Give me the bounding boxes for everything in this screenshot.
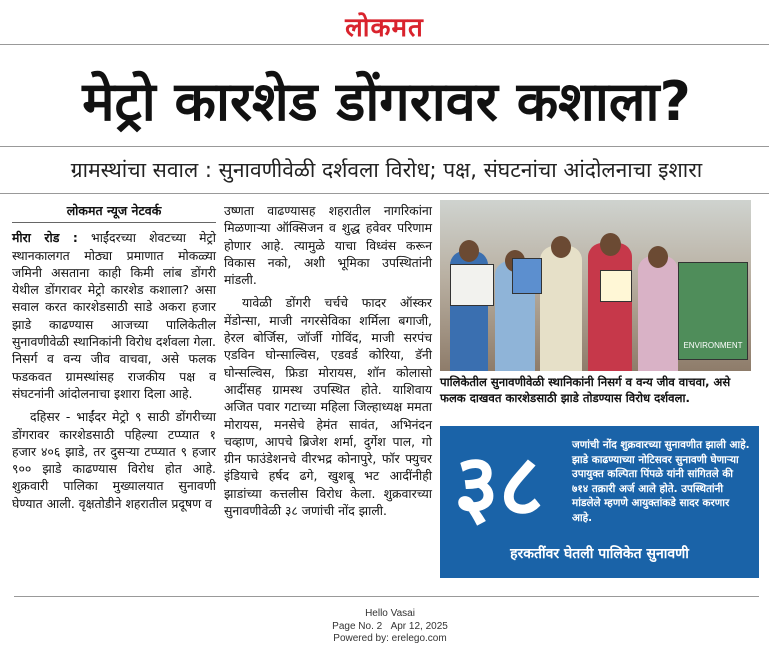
page-number: Page No. 2 [332, 620, 383, 632]
article-column-2 [224, 202, 432, 519]
protest-sign [512, 258, 542, 294]
photo-person [588, 243, 632, 371]
newspaper-logo: लोकमत [345, 13, 424, 43]
photo-person-head [648, 246, 668, 268]
protest-sign [600, 270, 632, 302]
article-column-1 [12, 202, 216, 512]
headline-divider [0, 146, 769, 147]
info-box-footer: हरकतींवर घेतली पालिकेत सुनावणी [510, 546, 689, 562]
source-credit [290, 608, 490, 646]
powered-by: Powered by: erelego.com [333, 633, 447, 644]
footer-divider [14, 596, 759, 597]
photo-caption: पालिकेतील सुनावणीवेळी स्थानिकांनी निसर्ग व वन्य जीव वाचवा, असे फलक दाखवत कारशेडसाठी झाडे तोडण्यास विरोध दर्शवला. [440, 375, 731, 405]
headline: मेट्रो कारशेड डोंगरावर कशाला? [82, 70, 691, 133]
environment-sign: ENVIRONMENT [678, 262, 748, 360]
subheadline: ग्रामस्थांचा सवाल : सुनावणीवेळी दर्शवला विरोध; पक्ष, संघटनांचा आंदोलनाचा इशारा [70, 158, 703, 182]
paragraph-2: दहिसर - भाईंदर मेट्रो ९ साठी डोंगरीच्या डोंगरावर कारशेडसाठी पहिल्या टप्प्यात १ हजार ४०६ झाडे, तर दुसऱ्या टप्प्यात ९ हजार ९०० झाडे काढण्यास विरोध होत आहे. शुक्रवारी पालिका मुख्यालयात सुनावणी घेण्यात आली. वृक्षतोडीने शहरातील प्रदूषण व [12, 409, 216, 511]
byline: लोकमत न्यूज नेटवर्क [12, 202, 216, 223]
photo-person-head [600, 233, 621, 256]
publication-date: Apr 12, 2025 [390, 620, 448, 632]
paragraph-1: मीरा रोड : भाईंदरच्या शेवटच्या मेट्रो स्थानकालगत मोठ्या प्रमाणात मोकळ्या जमिनी असताना काही किमी लांब डोंगरी येथील डोंगरावर मेट्रो कारशेड कशाला? असा सवाल करत कारशेडसाठी साडे अकरा हजार झाडे काढण्यास आजच्या पालिकेतील सुनावणीवेळी स्थानिकांनी विरोध दर्शवला गेला. निसर्ग व वन्य जीव वाचवा, असे फलक फडकवत ग्रामस्थांसह राजकीय पक्ष व संघटनांनी आंदोलनाचा इशारा दिला आहे. [12, 230, 216, 401]
paragraph-4: यावेळी डोंगरी चर्चचे फादर ऑस्कर मेंडोन्सा, माजी नगरसेविका शर्मिला बगाजी, हेरल बोर्जिस, जॉर्जी गोविंद, माजी सरपंच एडविन घोन्साल्विस, एडवर्ड कोरिया, डॅनी घोन्सल्विस, फ्रिडा मोरायस, शॉन कोलासो आदींसह ग्रामस्थ उपस्थित होते. याशिवाय अजित पवार गटाच्या महिला जिल्हाध्यक्ष ममता मोरायस, मनसेचे हेमंत सावंत, अभिनंदन चव्हाण, आपचे ब्रिजेश शर्मा, दुर्गेश पाल, गो ग्रीन फाउंडेशनचे वीरभद्र कोनापुरे, फॉर फ्युचर इंडियाचे हर्षद ढगे, खुशबू भट आदींनीही झाडांच्या कत्तलीस विरोध केला. शुक्रवारच्या सुनावणीवेळी ३८ जणांची नोंद झाली. [224, 295, 432, 519]
info-box-number: ३८ [454, 436, 544, 536]
masthead [0, 0, 769, 44]
photo-person-head [551, 236, 571, 258]
photo-person [540, 246, 582, 371]
photo-person [638, 256, 678, 371]
photo-person-head [459, 240, 479, 262]
dateline: मीरा रोड : [12, 230, 78, 246]
info-box [440, 426, 759, 578]
protest-photo [440, 200, 751, 371]
masthead-divider [0, 44, 769, 45]
subheadline-divider [0, 193, 769, 194]
publication-name: Hello Vasai [365, 608, 415, 619]
protest-sign [450, 264, 494, 306]
info-box-text: जणांची नोंद शुक्रवारच्या सुनावणीत झाली आहे. झाडे काढण्याच्या नोटिसवर सुनावणी घेणाऱ्या उपायुक्त कल्पिता पिंपळे यांनी सांगितले की ७१४ तक्रारी अर्ज आले होते. उपस्थितांनी मांडलेले म्हणणे आयुक्तांकडे सादर करणार आहे. [572, 439, 750, 524]
paragraph-3: उष्णता वाढण्यासह शहरातील नागरिकांना मिळणाऱ्या ऑक्सिजन व शुद्ध हवेवर परिणाम होणार आहे. त्यामुळे याचा विध्वंस करून विकास नको, अशी भूमिका उपस्थितांनी मांडली. [224, 203, 432, 288]
